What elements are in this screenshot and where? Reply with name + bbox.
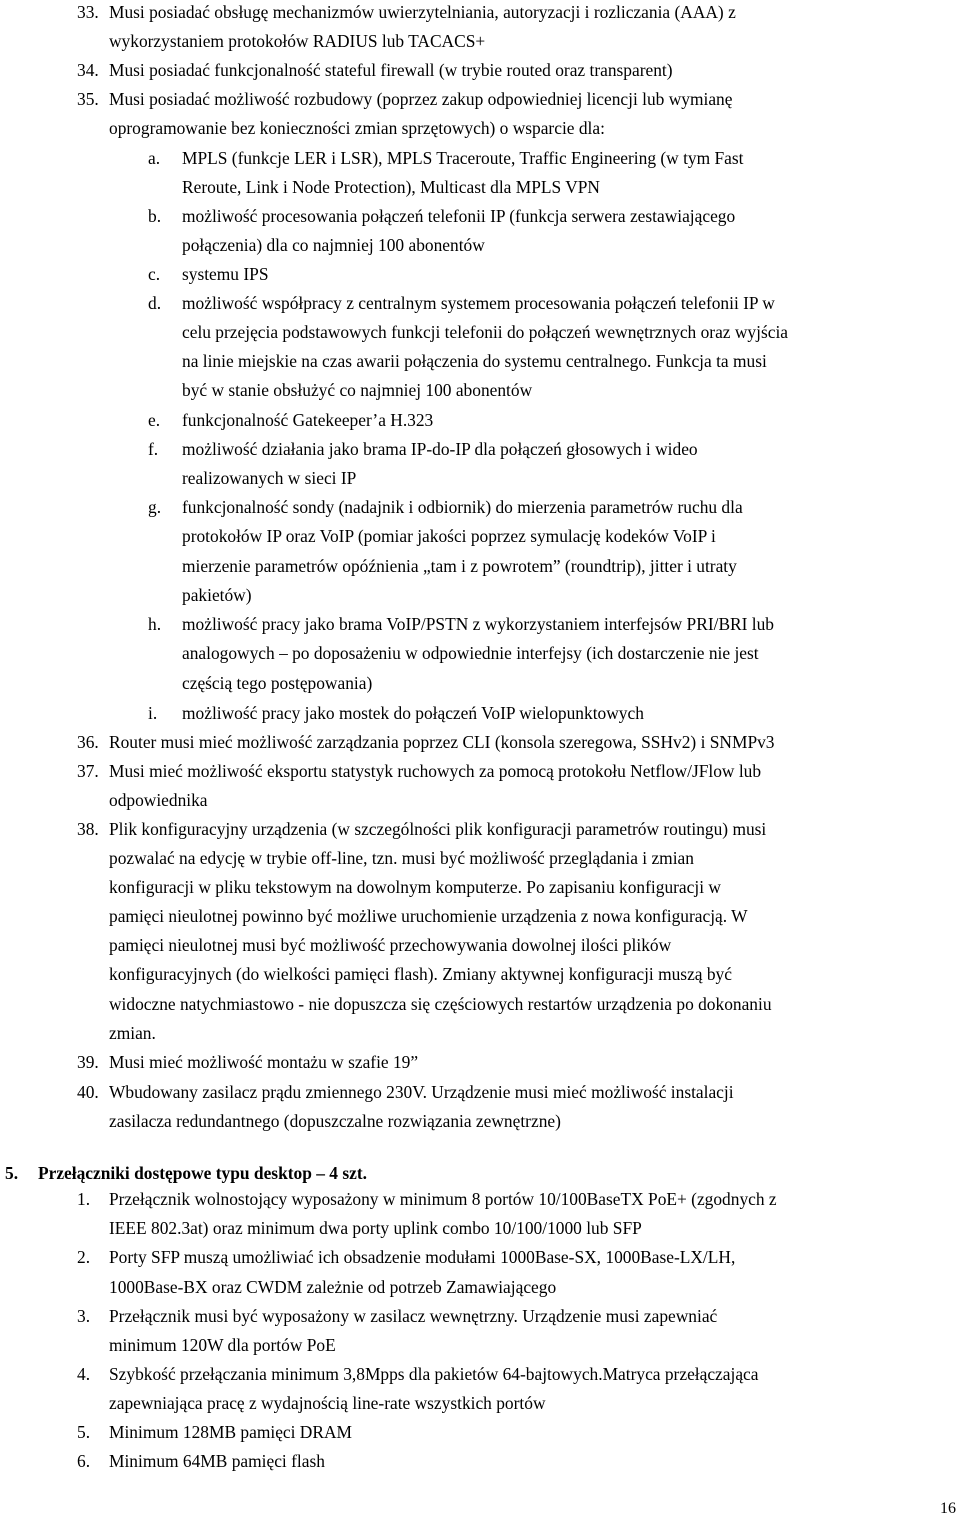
subitem-b-letter: b. — [148, 206, 162, 226]
section-item-3-number: 3. — [77, 1306, 91, 1326]
subitem-d-line-1: możliwość współpracy z centralnym systemem procesowania połączeń telefonii IP w — [182, 293, 775, 313]
subitem-f-line-2: realizowanych w sieci IP — [182, 468, 357, 488]
section-number: 5. — [5, 1163, 19, 1183]
section-item-2-number: 2. — [77, 1247, 91, 1267]
subitem-a-line-2: Reroute, Link i Node Protection), Multicast dla MPLS VPN — [182, 177, 600, 197]
subitem-g-letter: g. — [148, 497, 162, 517]
subitem-d-letter: d. — [148, 293, 162, 313]
subitem-g-line-3: mierzenie parametrów opóźnienia „tam i z powrotem” (roundtrip), jitter i utraty — [182, 556, 737, 576]
section-item-1-number: 1. — [77, 1189, 91, 1209]
item-38-text-line-7: widoczne natychmiastowo - nie dopuszcza się częściowych restartów urządzenia po dokonaniu — [109, 994, 772, 1014]
item-36-text-line-1: Router musi mieć możliwość zarządzania poprzez CLI (konsola szeregowa, SSHv2) i SNMPv3 — [109, 732, 775, 752]
section-item-6-number: 6. — [77, 1451, 91, 1471]
subitem-i-line-1: możliwość pracy jako mostek do połączeń VoIP wielopunktowych — [182, 703, 644, 723]
item-34-text-line-1: Musi posiadać funkcjonalność stateful firewall (w trybie routed oraz transparent) — [109, 60, 673, 80]
subitem-d-line-3: na linie miejskie na czas awarii połączenia do systemu centralnego. Funkcja ta musi — [182, 351, 767, 371]
item-34-number: 34. — [77, 60, 99, 80]
subitem-f-letter: f. — [148, 439, 159, 459]
page-number: 16 — [940, 1500, 956, 1517]
section-title: Przełączniki dostępowe typu desktop – 4 szt. — [38, 1163, 367, 1183]
subitem-b-line-1: możliwość procesowania połączeń telefonii IP (funkcja serwera zestawiającego — [182, 206, 736, 226]
subitem-f-line-1: możliwość działania jako brama IP-do-IP dla połączeń głosowych i wideo — [182, 439, 698, 459]
item-38-text-line-2: pozwalać na edycję w trybie off-line, tzn. musi być możliwość przeglądania i zmian — [109, 848, 694, 868]
section-item-4-line-1: Szybkość przełączania minimum 3,8Mpps dla pakietów 64-bajtowych.Matryca przełączająca — [109, 1364, 759, 1384]
subitem-g-line-4: pakietów) — [182, 585, 252, 605]
section-item-3-line-2: minimum 120W dla portów PoE — [109, 1335, 336, 1355]
section-item-5-number: 5. — [77, 1422, 91, 1442]
subitem-b-line-2: połączenia) dla co najmniej 100 abonentów — [182, 235, 485, 255]
item-35-text-line-2: oprogramowanie bez konieczności zmian sprzętowych) o wsparcie dla: — [109, 118, 605, 138]
subitem-d-line-4: być w stanie obsłużyć co najmniej 100 abonentów — [182, 380, 533, 400]
subitem-e-letter: e. — [148, 410, 161, 430]
item-37-number: 37. — [77, 761, 99, 781]
item-38-text-line-1: Plik konfiguracyjny urządzenia (w szczególności plik konfiguracji parametrów routingu) musi — [109, 819, 767, 839]
item-33-text-line-2: wykorzystaniem protokołów RADIUS lub TACACS+ — [109, 31, 486, 51]
item-38-text-line-8: zmian. — [109, 1023, 156, 1043]
subitem-g-line-2: protokołów IP oraz VoIP (pomiar jakości poprzez symulację kodeków VoIP i — [182, 526, 716, 546]
subitem-h-line-2: analogowych – po doposażeniu w odpowiednie interfejsy (ich dostarczenie nie jest — [182, 643, 759, 663]
section-item-1-line-2: IEEE 802.3at) oraz minimum dwa porty uplink combo 10/100/1000 lub SFP — [109, 1218, 642, 1238]
subitem-d-line-2: celu przejęcia podstawowych funkcji telefonii do połączeń wewnętrznych oraz wyjścia — [182, 322, 788, 342]
section-item-2-line-1: Porty SFP muszą umożliwiać ich obsadzenie modułami 1000Base-SX, 1000Base-LX/LH, — [109, 1247, 736, 1267]
subitem-a-letter: a. — [148, 148, 161, 168]
subitem-h-letter: h. — [148, 614, 162, 634]
item-36-number: 36. — [77, 732, 99, 752]
subitem-h-line-1: możliwość pracy jako brama VoIP/PSTN z wykorzystaniem interfejsów PRI/BRI lub — [182, 614, 775, 634]
item-40-text-line-1: Wbudowany zasilacz prądu zmiennego 230V. Urządzenie musi mieć możliwość instalacji — [109, 1082, 734, 1102]
subitem-i-letter: i. — [148, 703, 158, 723]
item-37-text-line-2: odpowiednika — [109, 790, 208, 810]
subitem-a-line-1: MPLS (funkcje LER i LSR), MPLS Traceroute, Traffic Engineering (w tym Fast — [182, 148, 744, 168]
item-37-text-line-1: Musi mieć możliwość eksportu statystyk ruchowych za pomocą protokołu Netflow/JFlow lub — [109, 761, 762, 781]
item-38-text-line-4: pamięci nieulotnej powinno być możliwe uruchomienie urządzenia z nowa konfiguracją. W — [109, 906, 748, 926]
item-33-number: 33. — [77, 2, 99, 22]
item-40-number: 40. — [77, 1082, 99, 1102]
item-39-text-line-1: Musi mieć możliwość montażu w szafie 19” — [109, 1052, 419, 1072]
item-35-text-line-1: Musi posiadać możliwość rozbudowy (poprzez zakup odpowiedniej licencji lub wymianę — [109, 89, 733, 109]
item-40-text-line-2: zasilacza redundantnego (dopuszczalne rozwiązania zewnętrzne) — [109, 1111, 561, 1131]
subitem-c-line-1: systemu IPS — [182, 264, 269, 284]
item-33-text-line-1: Musi posiadać obsługę mechanizmów uwierzytelniania, autoryzacji i rozliczania (AAA) z — [109, 2, 736, 22]
item-38-text-line-3: konfiguracji w pliku tekstowym na dowolnym komputerze. Po zapisaniu konfiguracji w — [109, 877, 721, 897]
item-35-number: 35. — [77, 89, 99, 109]
section-item-2-line-2: 1000Base-BX oraz CWDM zależnie od potrzeb Zamawiającego — [109, 1277, 557, 1297]
item-39-number: 39. — [77, 1052, 99, 1072]
item-38-text-line-5: pamięci nieulotnej musi być możliwość przechowywania dowolnej ilości plików — [109, 935, 672, 955]
item-38-text-line-6: konfiguracyjnych (do wielkości pamięci flash). Zmiany aktywnej konfiguracji muszą być — [109, 964, 732, 984]
subitem-c-letter: c. — [148, 264, 161, 284]
subitem-e-line-1: funkcjonalność Gatekeeper’a H.323 — [182, 410, 434, 430]
section-item-5-line-1: Minimum 128MB pamięci DRAM — [109, 1422, 352, 1442]
section-item-1-line-1: Przełącznik wolnostojący wyposażony w minimum 8 portów 10/100BaseTX PoE+ (zgodnych z — [109, 1189, 777, 1209]
section-item-4-line-2: zapewniająca pracę z wydajnością line-rate wszystkich portów — [109, 1393, 546, 1413]
section-item-3-line-1: Przełącznik musi być wyposażony w zasilacz wewnętrzny. Urządzenie musi zapewniać — [109, 1306, 718, 1326]
section-item-4-number: 4. — [77, 1364, 91, 1384]
item-38-number: 38. — [77, 819, 99, 839]
subitem-g-line-1: funkcjonalność sondy (nadajnik i odbiornik) do mierzenia parametrów ruchu dla — [182, 497, 743, 517]
section-item-6-line-1: Minimum 64MB pamięci flash — [109, 1451, 325, 1471]
subitem-h-line-3: częścią tego postępowania) — [182, 673, 373, 693]
